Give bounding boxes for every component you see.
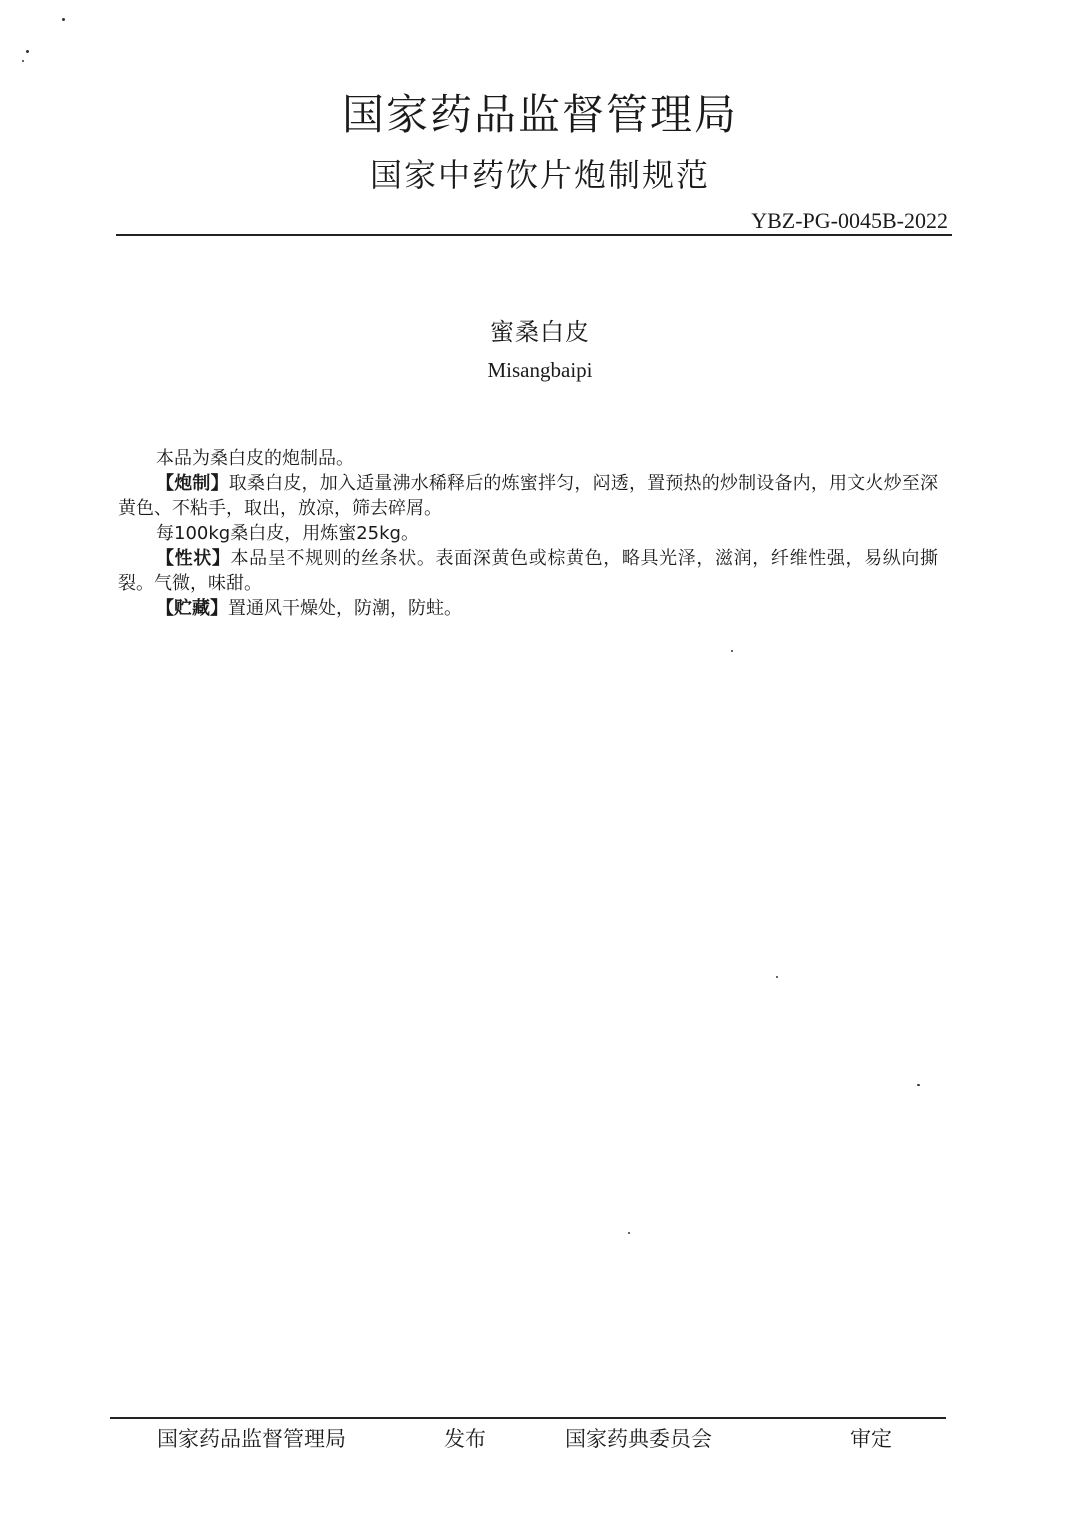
storage-text: 置通风干燥处，防潮，防蛀。 bbox=[228, 598, 462, 619]
footer-divider bbox=[110, 1417, 946, 1419]
processing-heading: 【炮制】 bbox=[156, 473, 229, 494]
item-title: 蜜桑白皮 bbox=[490, 318, 590, 346]
scan-speck bbox=[628, 1232, 630, 1234]
scan-speck bbox=[917, 1084, 920, 1086]
storage-paragraph bbox=[118, 596, 938, 621]
ratio-text: 每100kg桑白皮，用炼蜜25kg。 bbox=[156, 523, 419, 544]
scan-speck bbox=[776, 976, 778, 978]
footer-publish-label: 发布 bbox=[444, 1427, 486, 1451]
properties-heading: 【性状】 bbox=[156, 548, 231, 569]
monograph-body bbox=[118, 446, 938, 621]
agency-heading: 国家药品监督管理局 bbox=[341, 90, 738, 139]
processing-paragraph bbox=[118, 471, 938, 521]
intro-paragraph bbox=[118, 446, 938, 471]
footer-reviewer: 国家药典委员会 bbox=[565, 1427, 712, 1451]
scan-speck bbox=[62, 18, 65, 21]
scan-speck bbox=[26, 50, 29, 53]
footer-publisher: 国家药品监督管理局 bbox=[157, 1427, 346, 1451]
intro-text: 本品为桑白皮的炮制品。 bbox=[156, 448, 354, 469]
processing-text: 取桑白皮，加入适量沸水稀释后的炼蜜拌匀，闷透，置预热的炒制设备内，用文火炒至深黄色、不粘手，取出，放凉，筛去碎屑。 bbox=[118, 473, 938, 519]
storage-heading: 【贮藏】 bbox=[156, 598, 228, 619]
properties-paragraph bbox=[118, 546, 938, 596]
footer-review-label: 审定 bbox=[850, 1427, 892, 1451]
properties-text: 本品呈不规则的丝条状。表面深黄色或棕黄色，略具光泽，滋润，纤维性强，易纵向撕裂。气微，味甜。 bbox=[118, 548, 939, 594]
standard-code: YBZ-PG-0045B-2022 bbox=[751, 208, 948, 233]
scan-speck bbox=[22, 60, 24, 62]
item-pinyin: Misangbaipi bbox=[487, 358, 593, 382]
spec-title: 国家中药饮片炮制规范 bbox=[369, 156, 710, 194]
scan-speck bbox=[731, 650, 733, 652]
header-divider bbox=[116, 234, 952, 236]
ratio-paragraph bbox=[118, 521, 938, 546]
